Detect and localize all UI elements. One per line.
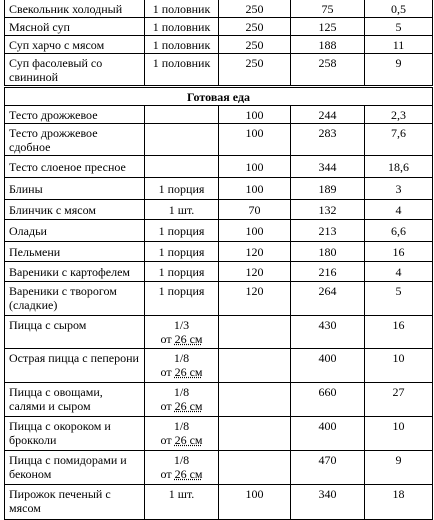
kcal-cell: 400 xyxy=(291,417,365,451)
food-name: Тесто дрожжевое сдобное xyxy=(5,124,145,156)
food-name: Тесто слоеное пресное xyxy=(5,156,145,178)
kcal-cell: 75 xyxy=(291,0,365,18)
weight-cell: 250 xyxy=(219,54,291,87)
portion-size-value: 26 см xyxy=(174,365,203,379)
fat-cell: 27 xyxy=(365,383,433,417)
portion-cell xyxy=(145,349,219,383)
portion-size-prefix: от xyxy=(160,332,175,346)
weight-cell: 100 xyxy=(219,106,291,124)
portion-cell: 1 половник xyxy=(145,18,219,36)
weight-cell: 100 xyxy=(219,220,291,242)
table-row xyxy=(5,349,433,383)
weight-cell: 120 xyxy=(219,262,291,282)
kcal-cell: 189 xyxy=(291,178,365,200)
portion-size-prefix: от xyxy=(160,433,175,447)
portion-cell: 1 половник xyxy=(145,0,219,18)
food-name: Пирожок печеный с мясом xyxy=(5,485,145,520)
portion-size-value: 26 см xyxy=(174,433,203,447)
portion-cell: 1 порция xyxy=(145,282,219,316)
table-row xyxy=(5,451,433,485)
kcal-cell: 216 xyxy=(291,262,365,282)
food-name: Суп фасолевый со свининой xyxy=(5,54,145,87)
portion-cell xyxy=(145,417,219,451)
section-row xyxy=(5,87,433,106)
portion-fraction: 1/8 xyxy=(173,351,190,365)
portion-size-value: 26 см xyxy=(174,332,203,346)
weight-cell xyxy=(219,383,291,417)
fat-cell: 6,6 xyxy=(365,220,433,242)
table-row xyxy=(5,36,433,54)
portion-cell: 1 порция xyxy=(145,262,219,282)
weight-cell: 70 xyxy=(219,200,291,220)
nutrition-table xyxy=(4,0,433,520)
portion-fraction: 1/8 xyxy=(173,453,190,467)
portion-cell xyxy=(145,124,219,156)
food-name: Тесто дрожжевое xyxy=(5,106,145,124)
food-name: Блинчик с мясом xyxy=(5,200,145,220)
section-title: Готовая еда xyxy=(5,87,433,106)
portion-size xyxy=(149,332,214,346)
table-row xyxy=(5,178,433,200)
portion-cell: 1 порция xyxy=(145,242,219,262)
table-row xyxy=(5,220,433,242)
portion-cell: 1 порция xyxy=(145,220,219,242)
kcal-cell: 344 xyxy=(291,156,365,178)
kcal-cell: 340 xyxy=(291,485,365,520)
table-row xyxy=(5,282,433,316)
table-row xyxy=(5,54,433,87)
weight-cell: 250 xyxy=(219,0,291,18)
table-row xyxy=(5,124,433,156)
portion-fraction: 1/3 xyxy=(173,318,190,332)
portion-size-prefix: от xyxy=(160,399,175,413)
portion-size xyxy=(149,399,214,413)
fat-cell: 5 xyxy=(365,282,433,316)
weight-cell: 250 xyxy=(219,36,291,54)
table-row xyxy=(5,485,433,520)
kcal-cell: 125 xyxy=(291,18,365,36)
weight-cell: 100 xyxy=(219,485,291,520)
portion-size xyxy=(149,365,214,379)
fat-cell: 4 xyxy=(365,262,433,282)
portion-cell: 1 половник xyxy=(145,36,219,54)
fat-cell: 16 xyxy=(365,242,433,262)
food-name: Блины xyxy=(5,178,145,200)
table-row xyxy=(5,0,433,18)
portion-cell xyxy=(145,106,219,124)
weight-cell: 250 xyxy=(219,18,291,36)
food-name: Мясной суп xyxy=(5,18,145,36)
fat-cell: 0,5 xyxy=(365,0,433,18)
fat-cell: 4 xyxy=(365,200,433,220)
portion-cell: 1 шт. xyxy=(145,485,219,520)
food-name: Пицца с овощами, салями и сыром xyxy=(5,383,145,417)
weight-cell xyxy=(219,316,291,349)
weight-cell xyxy=(219,417,291,451)
food-name: Суп харчо с мясом xyxy=(5,36,145,54)
kcal-cell: 258 xyxy=(291,54,365,87)
portion-cell xyxy=(145,383,219,417)
table-row xyxy=(5,18,433,36)
table-row xyxy=(5,242,433,262)
kcal-cell: 660 xyxy=(291,383,365,417)
portion-size xyxy=(149,433,214,447)
portion-size xyxy=(149,467,214,481)
fat-cell: 10 xyxy=(365,349,433,383)
fat-cell: 9 xyxy=(365,54,433,87)
portion-cell: 1 шт. xyxy=(145,200,219,220)
table-row xyxy=(5,156,433,178)
portion-size-value: 26 см xyxy=(174,399,203,413)
kcal-cell: 132 xyxy=(291,200,365,220)
fat-cell: 18,6 xyxy=(365,156,433,178)
table-row xyxy=(5,417,433,451)
weight-cell xyxy=(219,451,291,485)
food-name: Вареники с картофелем xyxy=(5,262,145,282)
fat-cell: 11 xyxy=(365,36,433,54)
food-name: Пицца с помидорами и беконом xyxy=(5,451,145,485)
weight-cell: 100 xyxy=(219,124,291,156)
portion-cell xyxy=(145,156,219,178)
kcal-cell: 188 xyxy=(291,36,365,54)
kcal-cell: 470 xyxy=(291,451,365,485)
portion-size-value: 26 см xyxy=(174,467,203,481)
kcal-cell: 244 xyxy=(291,106,365,124)
fat-cell: 18 xyxy=(365,485,433,520)
fat-cell: 3 xyxy=(365,178,433,200)
kcal-cell: 213 xyxy=(291,220,365,242)
kcal-cell: 430 xyxy=(291,316,365,349)
portion-size-prefix: от xyxy=(160,365,175,379)
weight-cell: 100 xyxy=(219,178,291,200)
food-name: Острая пицца с пеперони xyxy=(5,349,145,383)
table-row xyxy=(5,106,433,124)
food-name: Вареники с творогом (сладкие) xyxy=(5,282,145,316)
portion-fraction: 1/8 xyxy=(173,419,190,433)
portion-cell: 1 половник xyxy=(145,54,219,87)
table-row xyxy=(5,383,433,417)
food-name: Оладьи xyxy=(5,220,145,242)
food-name: Пицца с сыром xyxy=(5,316,145,349)
portion-fraction: 1/8 xyxy=(173,385,190,399)
food-name: Пельмени xyxy=(5,242,145,262)
portion-cell: 1 порция xyxy=(145,178,219,200)
weight-cell: 100 xyxy=(219,156,291,178)
food-name: Свекольник холодный xyxy=(5,0,145,18)
fat-cell: 2,3 xyxy=(365,106,433,124)
kcal-cell: 264 xyxy=(291,282,365,316)
kcal-cell: 180 xyxy=(291,242,365,262)
fat-cell: 7,6 xyxy=(365,124,433,156)
table-row xyxy=(5,200,433,220)
portion-size-prefix: от xyxy=(160,467,175,481)
portion-cell xyxy=(145,316,219,349)
weight-cell: 120 xyxy=(219,282,291,316)
table-row xyxy=(5,262,433,282)
weight-cell: 120 xyxy=(219,242,291,262)
portion-cell xyxy=(145,451,219,485)
food-name: Пицца с окороком и брокколи xyxy=(5,417,145,451)
fat-cell: 10 xyxy=(365,417,433,451)
table-row xyxy=(5,316,433,349)
kcal-cell: 400 xyxy=(291,349,365,383)
weight-cell xyxy=(219,349,291,383)
fat-cell: 5 xyxy=(365,18,433,36)
kcal-cell: 283 xyxy=(291,124,365,156)
fat-cell: 16 xyxy=(365,316,433,349)
fat-cell: 9 xyxy=(365,451,433,485)
